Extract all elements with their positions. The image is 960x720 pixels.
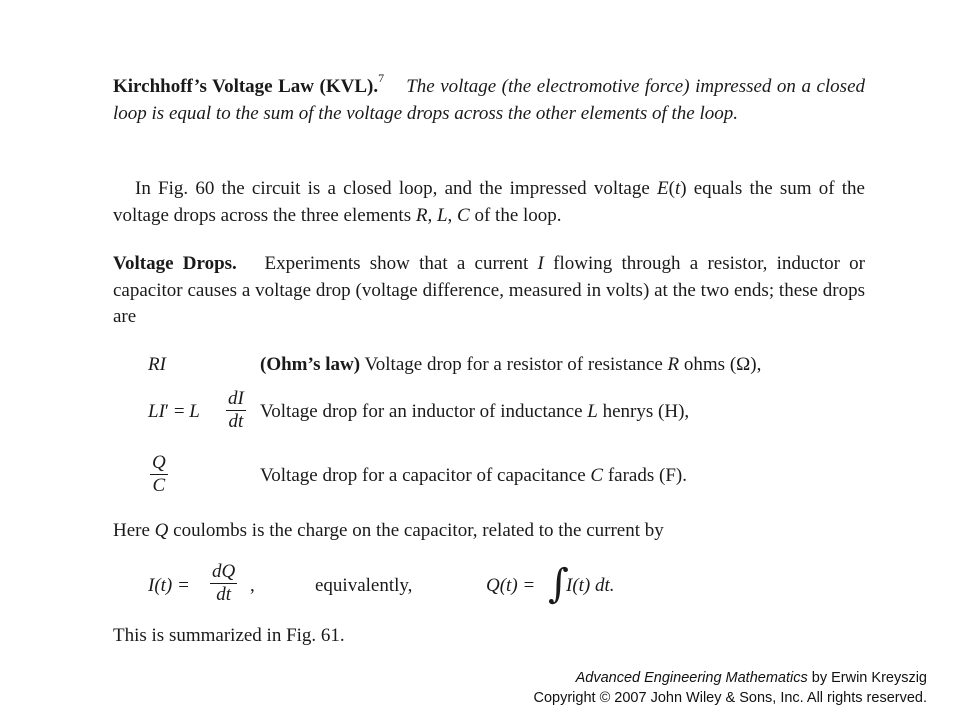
- var-R: R: [415, 204, 428, 226]
- footnote-marker: 7: [378, 71, 385, 85]
- summary-paragraph: This is summarized in Fig. 61.: [113, 625, 345, 646]
- var-L: L: [189, 401, 200, 422]
- fraction-numerator: dQ: [212, 561, 236, 582]
- resistor-description: [260, 353, 761, 377]
- fraction-denominator: dt: [210, 583, 237, 606]
- text-run: Here: [113, 520, 155, 541]
- var-L: L: [436, 204, 448, 226]
- prime-mark: ′: [164, 401, 170, 422]
- fraction-denominator: C: [150, 474, 168, 497]
- relation-lhs: [148, 574, 190, 598]
- integrand-text: I(t) dt.: [566, 575, 615, 596]
- text-run: Experiments show that a current: [264, 253, 538, 274]
- resistor-lhs-text: RI: [148, 354, 166, 375]
- text-run: Voltage drop for a resistor of resistance: [360, 354, 668, 375]
- relation-comma: ,: [250, 575, 255, 596]
- voltage-drops-paragraph: [113, 251, 865, 331]
- var-I: I: [537, 253, 544, 274]
- text-run: Voltage drop for a capacitor of capacitance: [260, 465, 591, 486]
- relation-fraction: [210, 561, 237, 606]
- footer-book-line: [576, 668, 927, 688]
- text-run: farads (F).: [603, 465, 687, 486]
- rhs-lhs-text: Q(t) =: [486, 575, 536, 596]
- var-E: E: [657, 178, 669, 199]
- equals-sign: =: [169, 401, 190, 422]
- text-run: henrys (H),: [597, 401, 690, 422]
- var-Q: Q: [154, 520, 169, 541]
- integrand: [566, 574, 615, 598]
- kvl-paragraph: [113, 71, 866, 127]
- var-t: t: [674, 178, 681, 199]
- ohms-law-label: (Ohm’s law): [260, 354, 361, 375]
- kvl-heading: Kirchhoff’s Voltage Law (KVL).: [113, 76, 379, 97]
- text-run: equals the sum of the voltage drops across the three elements: [113, 178, 865, 226]
- book-author: by Erwin Kreyszig: [807, 670, 927, 686]
- resistor-lhs: [148, 353, 166, 377]
- fraction-numerator: dI: [228, 388, 244, 409]
- var-C: C: [457, 204, 470, 226]
- var-L: L: [587, 401, 598, 422]
- text-run: coulombs is the charge on the capacitor, related to the current by: [168, 520, 664, 541]
- fig60-paragraph: In Fig. 60 the circuit is a closed loop, and the impressed voltage E(t) equals the sum of the voltage drops across the three elements R, L, C of the loop.: [113, 178, 865, 226]
- equivalently-label: equivalently,: [315, 575, 413, 596]
- voltage-drops-heading: Voltage Drops.: [113, 253, 237, 274]
- relation-lhs-text: I(t) =: [148, 575, 190, 596]
- var-C: C: [590, 465, 604, 486]
- fraction-numerator: Q: [152, 452, 166, 473]
- inductor-description: [260, 400, 689, 424]
- footer-copyright: Copyright © 2007 John Wiley & Sons, Inc. All rights reserved.: [533, 690, 927, 706]
- inductor-lhs-text: LI: [148, 401, 165, 422]
- text-run: In Fig. 60 the circuit is a closed loop, and the impressed voltage: [135, 178, 657, 199]
- kvl-statement: The voltage (the electromotive force) impressed on a closed loop is equal to the sum of the voltage drops across the other elements of the loop.: [113, 76, 866, 124]
- integral-sign: ∫: [548, 561, 569, 607]
- capacitor-description: [260, 464, 687, 488]
- var-R: R: [667, 354, 680, 375]
- text-run: of the loop.: [469, 204, 562, 226]
- inductor-fraction: [226, 388, 246, 433]
- capacitor-fraction: [150, 452, 168, 497]
- text-run: ohms (Ω),: [679, 354, 762, 375]
- book-title: Advanced Engineering Mathematics: [575, 670, 808, 686]
- inductor-lhs: [148, 400, 200, 424]
- text-run: flowing through a resistor, inductor or capacitor causes a voltage drop (voltage difference, measured in volts) at the two ends; these drops are: [113, 253, 865, 327]
- charge-paragraph: [113, 518, 865, 545]
- text-run: Voltage drop for an inductor of inductance: [260, 401, 588, 422]
- relation-rhs-lhs: [486, 574, 535, 598]
- fraction-denominator: dt: [226, 410, 246, 433]
